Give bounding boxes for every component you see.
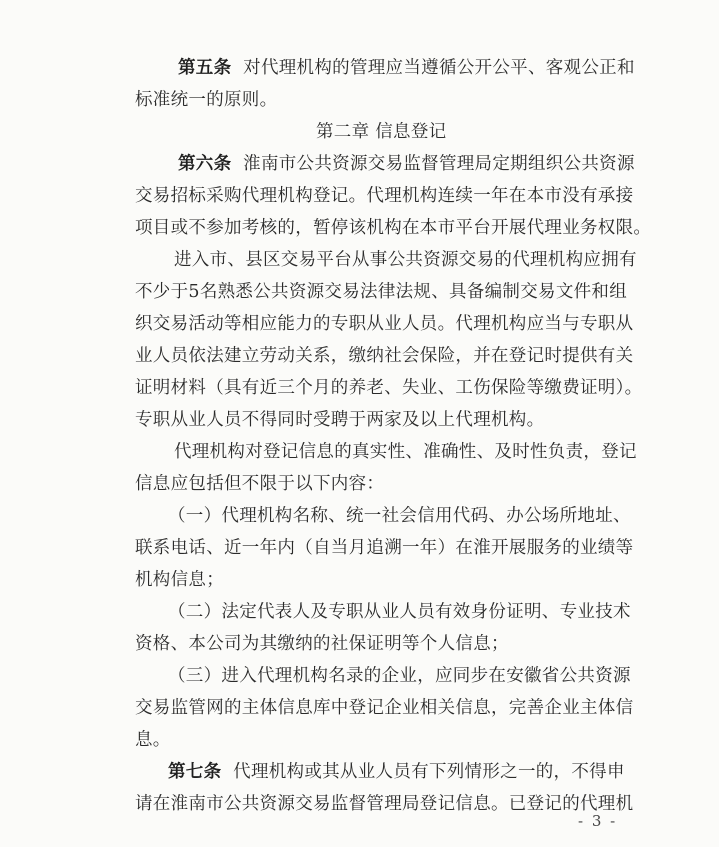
- list-item-1-line-2: 联系电话、近一年内（自当月追溯一年）在淮开展服务的业绩等: [135, 538, 634, 558]
- article-5-line-2: 标准统一的原则。: [135, 90, 278, 110]
- article-6-line-1: [178, 149, 635, 179]
- article-6-p2-line-2: 不少于5名熟悉公共资源交易法律法规、具备编制交易文件和组: [135, 282, 628, 302]
- list-item-2-line-1: （二）法定代表人及专职从业人员有效身份证明、专业技术: [168, 602, 631, 622]
- article-6-p3-line-1: 代理机构对登记信息的真实性、准确性、及时性负责，登记: [174, 442, 637, 462]
- chapter-heading: 第二章 信息登记: [316, 122, 447, 142]
- article-7-line-2: 请在淮南市公共资源交易监督管理局登记信息。已登记的代理机: [135, 794, 634, 814]
- list-item-1-line-3: 机构信息；: [135, 570, 224, 590]
- list-item-3-line-2: 交易监管网的主体信息库中登记企业相关信息，完善企业主体信: [135, 698, 634, 718]
- article-6-p2-line-3: 织交易活动等相应能力的专职从业人员。代理机构应当与专职从: [135, 314, 634, 334]
- article-6-p2-line-4: 业人员依法建立劳动关系，缴纳社会保险，并在登记时提供有关: [135, 346, 634, 366]
- list-item-2-line-2: 资格、本公司为其缴纳的社保证明等个人信息；: [135, 634, 509, 654]
- article-6-p2-line-1: 进入市、县区交易平台从事公共资源交易的代理机构应拥有: [174, 250, 637, 270]
- article-5-text: 对代理机构的管理应当遵循公开公平、客观公正和: [243, 58, 635, 78]
- article-6-p2-line-5: 证明材料（具有近三个月的养老、失业、工伤保险等缴费证明）。: [135, 378, 643, 398]
- article-6-label: 第六条: [178, 154, 232, 174]
- article-6-p3-line-2: 信息应包括但不限于以下内容：: [135, 474, 385, 494]
- article-7-label: 第七条: [168, 762, 222, 782]
- article-6-line-2: 交易招标采购代理机构登记。代理机构连续一年在本市没有承接: [135, 186, 634, 206]
- article-5-label: 第五条: [178, 58, 232, 78]
- list-item-1-line-1: （一）代理机构名称、统一社会信用代码、办公场所地址、: [168, 506, 631, 526]
- article-7-text: 代理机构或其从业人员有下列情形之一的，不得申: [233, 762, 625, 782]
- list-item-3-line-1: （三）进入代理机构名录的企业，应同步在安徽省公共资源: [168, 666, 631, 686]
- article-5-line-1: [178, 53, 635, 83]
- article-7-line-1: [168, 757, 625, 787]
- list-item-3-line-3: 息。: [135, 730, 171, 750]
- article-6-text: 淮南市公共资源交易监督管理局定期组织公共资源: [243, 154, 635, 174]
- article-6-p2-line-6: 专职从业人员不得同时受聘于两家及以上代理机构。: [135, 410, 545, 430]
- page-number: - 3 -: [578, 812, 618, 830]
- article-6-line-3: 项目或不参加考核的，暂停该机构在本市平台开展代理业务权限。: [135, 218, 652, 238]
